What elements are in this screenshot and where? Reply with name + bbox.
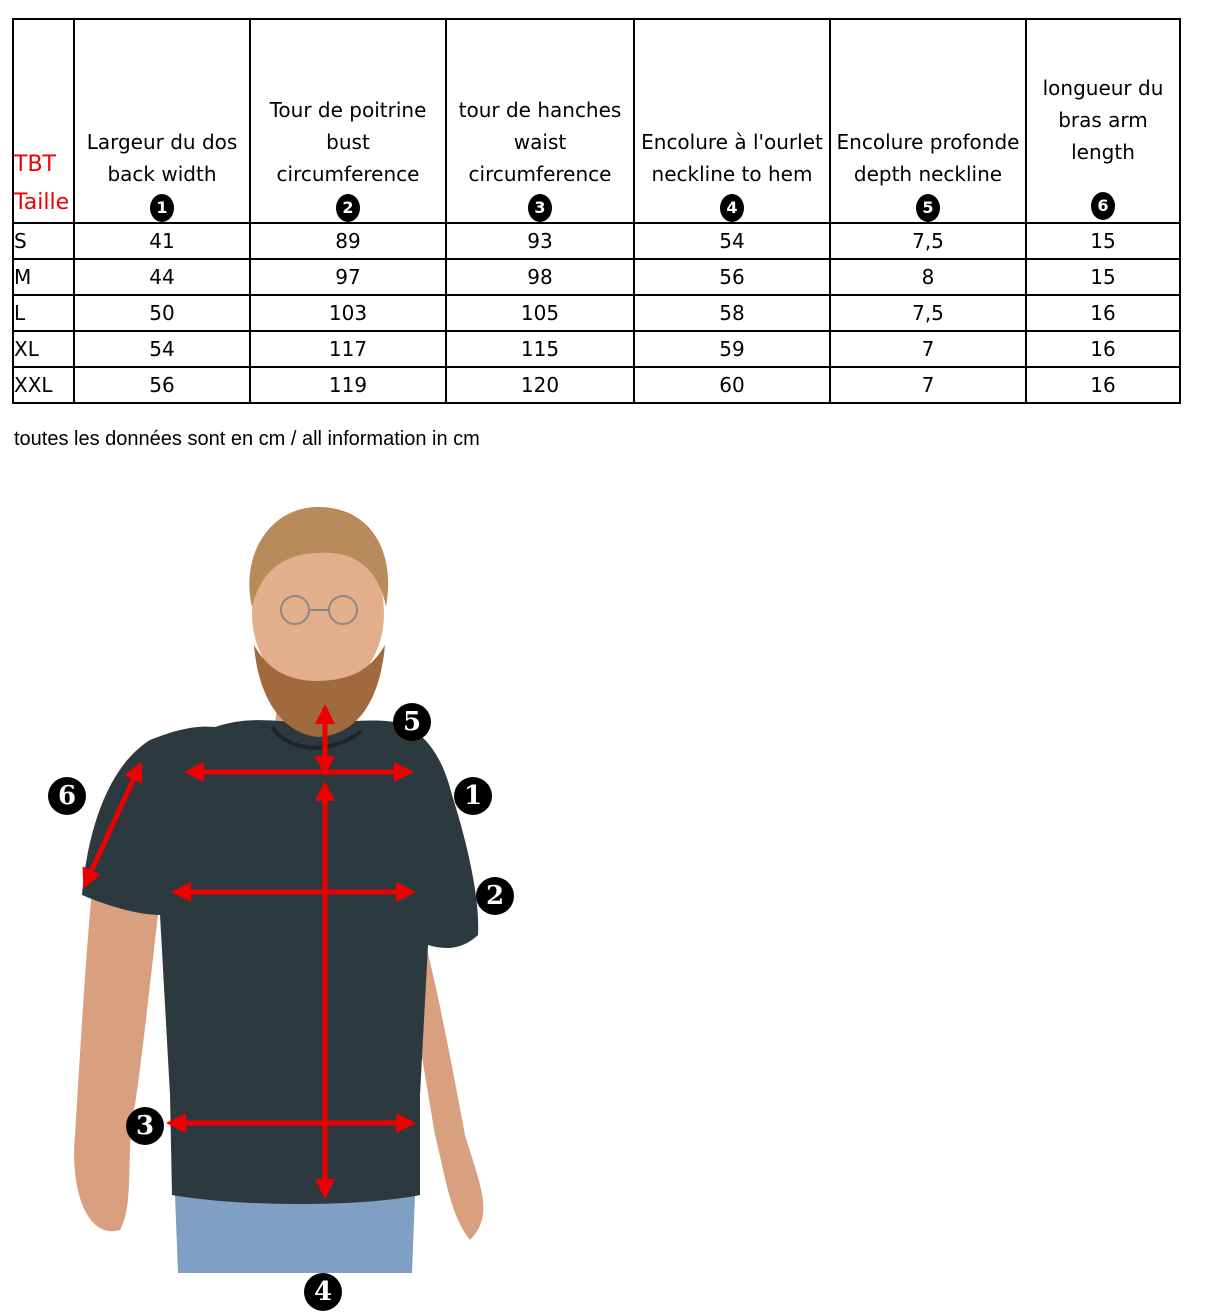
header-label: Encolure profonde depth neckline bbox=[836, 130, 1020, 186]
value-cell: 44 bbox=[74, 259, 250, 295]
header-label: tour de hanches waist circumference bbox=[458, 98, 622, 186]
header-arm-length bbox=[1026, 19, 1180, 223]
header-depth-neckline bbox=[830, 19, 1026, 223]
size-cell: M bbox=[13, 259, 74, 295]
value-cell: 103 bbox=[250, 295, 446, 331]
header-label: Largeur du dos back width bbox=[86, 130, 238, 186]
value-cell: 7 bbox=[830, 367, 1026, 403]
value-cell: 119 bbox=[250, 367, 446, 403]
value-cell: 8 bbox=[830, 259, 1026, 295]
value-cell: 16 bbox=[1026, 295, 1180, 331]
marker-6-icon: 6 bbox=[1091, 192, 1115, 220]
value-cell: 58 bbox=[634, 295, 830, 331]
value-cell: 97 bbox=[250, 259, 446, 295]
marker-5-icon: 5 bbox=[916, 194, 940, 222]
value-cell: 89 bbox=[250, 223, 446, 259]
size-cell: XXL bbox=[13, 367, 74, 403]
value-cell: 56 bbox=[634, 259, 830, 295]
value-cell: 115 bbox=[446, 331, 634, 367]
size-chart-table bbox=[12, 18, 1181, 404]
measurement-figure bbox=[40, 495, 540, 1316]
table-row bbox=[13, 295, 1180, 331]
value-cell: 7 bbox=[830, 331, 1026, 367]
value-cell: 15 bbox=[1026, 259, 1180, 295]
value-cell: 98 bbox=[446, 259, 634, 295]
marker-2-icon: 2 bbox=[336, 194, 360, 222]
value-cell: 7,5 bbox=[830, 295, 1026, 331]
value-cell: 54 bbox=[634, 223, 830, 259]
value-cell: 50 bbox=[74, 295, 250, 331]
value-cell: 60 bbox=[634, 367, 830, 403]
marker-2-icon: 2 bbox=[476, 877, 514, 915]
header-waist bbox=[446, 19, 634, 223]
marker-4-icon: 4 bbox=[720, 194, 744, 222]
header-bust bbox=[250, 19, 446, 223]
marker-4-icon: 4 bbox=[304, 1273, 342, 1311]
marker-3-icon: 3 bbox=[528, 194, 552, 222]
value-cell: 56 bbox=[74, 367, 250, 403]
header-label: Tour de poitrine bust circumference bbox=[269, 98, 427, 186]
marker-5-icon: 5 bbox=[393, 703, 431, 741]
value-cell: 105 bbox=[446, 295, 634, 331]
value-cell: 120 bbox=[446, 367, 634, 403]
header-label: Encolure à l'ourlet neckline to hem bbox=[641, 130, 823, 186]
value-cell: 117 bbox=[250, 331, 446, 367]
marker-3-icon: 3 bbox=[126, 1107, 164, 1145]
size-column-header: TBT Taille bbox=[13, 19, 74, 223]
jeans bbox=[175, 1195, 415, 1273]
marker-6-icon: 6 bbox=[48, 777, 86, 815]
value-cell: 7,5 bbox=[830, 223, 1026, 259]
table-row bbox=[13, 259, 1180, 295]
header-row bbox=[13, 19, 1180, 223]
size-cell: S bbox=[13, 223, 74, 259]
value-cell: 41 bbox=[74, 223, 250, 259]
table-row bbox=[13, 331, 1180, 367]
value-cell: 54 bbox=[74, 331, 250, 367]
size-cell: L bbox=[13, 295, 74, 331]
marker-1-icon: 1 bbox=[150, 194, 174, 222]
value-cell: 16 bbox=[1026, 331, 1180, 367]
left-arm bbox=[74, 890, 158, 1231]
value-cell: 16 bbox=[1026, 367, 1180, 403]
header-back-width bbox=[74, 19, 250, 223]
header-label: longueur du bras arm length bbox=[1042, 76, 1164, 164]
table-row bbox=[13, 223, 1180, 259]
marker-1-icon: 1 bbox=[454, 777, 492, 815]
value-cell: 93 bbox=[446, 223, 634, 259]
table-row bbox=[13, 367, 1180, 403]
units-note: toutes les données sont en cm / all information in cm bbox=[14, 428, 480, 450]
value-cell: 15 bbox=[1026, 223, 1180, 259]
value-cell: 59 bbox=[634, 331, 830, 367]
model-illustration bbox=[40, 495, 540, 1316]
header-neckline-hem bbox=[634, 19, 830, 223]
size-cell: XL bbox=[13, 331, 74, 367]
